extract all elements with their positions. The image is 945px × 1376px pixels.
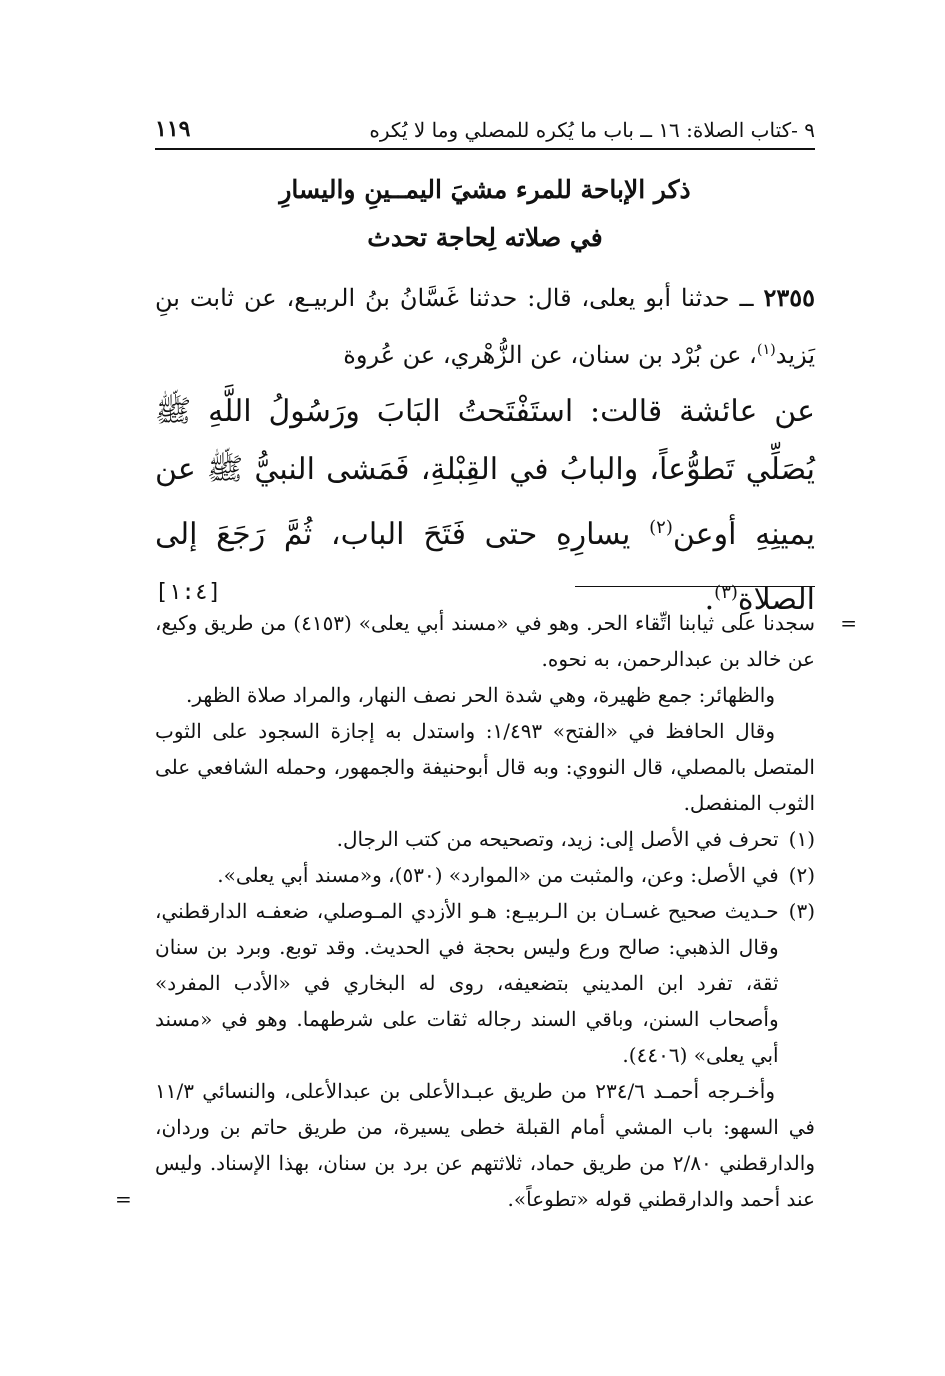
footnote-marker-3: (٣) bbox=[714, 582, 738, 603]
footnote-2-number: (٢) bbox=[788, 863, 815, 887]
matn-text-b: يسارِهِ حتى فَتَحَ الباب، ثُمَّ رَجَعَ إلى الصلاةِ bbox=[155, 517, 815, 617]
footnote-2 bbox=[155, 857, 815, 893]
section-title-line-1: ذكر الإباحة للمرء مشيَ اليمــينِ واليسارِ bbox=[279, 175, 691, 204]
footnote-3-paragraph-2: وأخـرجه أحمـد ٢٣٤/٦ من طريق عبـدالأعلى بن عبدالأعلى، والنسائي ١١/٣ في السهو: باب المشي أمام القبلة خطى يسيرة، من طريق حاتم بن وردان، والدارقطني ٢/٨٠ من طريق حماد، ثلاثتهم عن برد بن سنان، بهذا الإسناد. وليس عند أحمد والدارقطني قوله «تطوعاً». bbox=[155, 1079, 815, 1211]
continued-note-paragraph-3: وقال الحافظ في «الفتح» ١/٤٩٣: واستدل به إجازة السجود على الثوب المتصل بالمصلي، قال النووي: وبه قال أبوحنيفة والجمهور، وحمله الشافعي على الثوب المنفصل. bbox=[155, 719, 815, 815]
page-number: ١١٩ bbox=[155, 116, 191, 142]
continuation-marker: = bbox=[840, 611, 857, 635]
continues-next-page-marker: = bbox=[115, 1187, 132, 1211]
continued-note-paragraph-1: سجدنا على ثيابنا اتِّقاء الحر. وهو في «مسند أبي يعلى» (٤١٥٣) من طريق وكيع، عن خالد بن عبدالرحمن، به نحوه. bbox=[155, 611, 816, 671]
matn-text-a: عن عائشة قالت: استَفْتَحتُ البَابَ ورَسُولُ اللَّهِ ﷺ يُصَلِّي تَطوُّعاً، والبابُ في القِبْلةِ، فَمَشى النبيُّ ﷺ عن يمينِهِ أوعن bbox=[155, 394, 815, 552]
hadith-number: ٢٣٥٥ bbox=[763, 283, 815, 312]
isnad-text-b: ، عن بُرْد بن سنان، عن الزُّهْري، عن عُروة bbox=[343, 341, 757, 369]
book-page bbox=[115, 100, 857, 1300]
continued-note-paragraph-2: والظهائر: جمع ظهيرة، وهي شدة الحر نصف النهار، والمراد صلاة الظهر. bbox=[185, 683, 775, 707]
hadith-isnad bbox=[155, 272, 815, 381]
running-header bbox=[155, 100, 815, 150]
matn-end: . bbox=[704, 582, 715, 617]
section-title bbox=[155, 166, 815, 262]
footnote-3-number: (٣) bbox=[788, 899, 815, 923]
footnote-3 bbox=[155, 893, 815, 1073]
footnote-2-text: في الأصل: وعن، والمثبت من «الموارد» (٥٣٠)، و«مسند أبي يعلى». bbox=[217, 863, 779, 887]
hadith-matn bbox=[155, 383, 815, 629]
footnote-3-continued bbox=[115, 1073, 815, 1217]
running-title: ٩ -كتاب الصلاة: ١٦ ــ باب ما يُكره للمصلي وما لا يُكره bbox=[369, 118, 815, 142]
continued-note bbox=[155, 605, 857, 821]
section-title-line-2: في صلاته لِحاجة تحدث bbox=[367, 223, 603, 252]
footnote-1-text: تحرف في الأصل إلى: زيد، وتصحيحه من كتب الرجال. bbox=[336, 827, 779, 851]
footnote-marker-1: (١) bbox=[756, 342, 776, 358]
footnotes bbox=[115, 605, 857, 1217]
hadith-reference: [١:٤] bbox=[155, 580, 222, 605]
footnote-separator bbox=[575, 586, 815, 587]
isnad-text-a: ــ حدثنا أبو يعلى، قال: حدثنا غَسَّانُ بنُ الربيـع، عن ثابت بنِ يَزيد bbox=[155, 284, 815, 369]
footnote-1 bbox=[155, 821, 815, 857]
footnote-3-text: حـديث صحيح غسـان بن الـربيـع: هـو الأزدي المـوصلي، ضعفـه الدارقطني، وقال الذهبي: صالح ورع وليس بحجة في الحديث. وقد توبع. وبرد بن سنان ثقة، تفرد ابن المديني بتضعيفه، روى له البخاري في «الأدب المفرد» وأصحاب السنن، وباقي السند رجاله ثقات على شرطهما. وهو في «مسند أبي يعلى» (٤٤٠٦). bbox=[155, 899, 779, 1067]
footnote-1-number: (١) bbox=[788, 827, 815, 851]
footnote-marker-2: (٢) bbox=[649, 517, 673, 538]
